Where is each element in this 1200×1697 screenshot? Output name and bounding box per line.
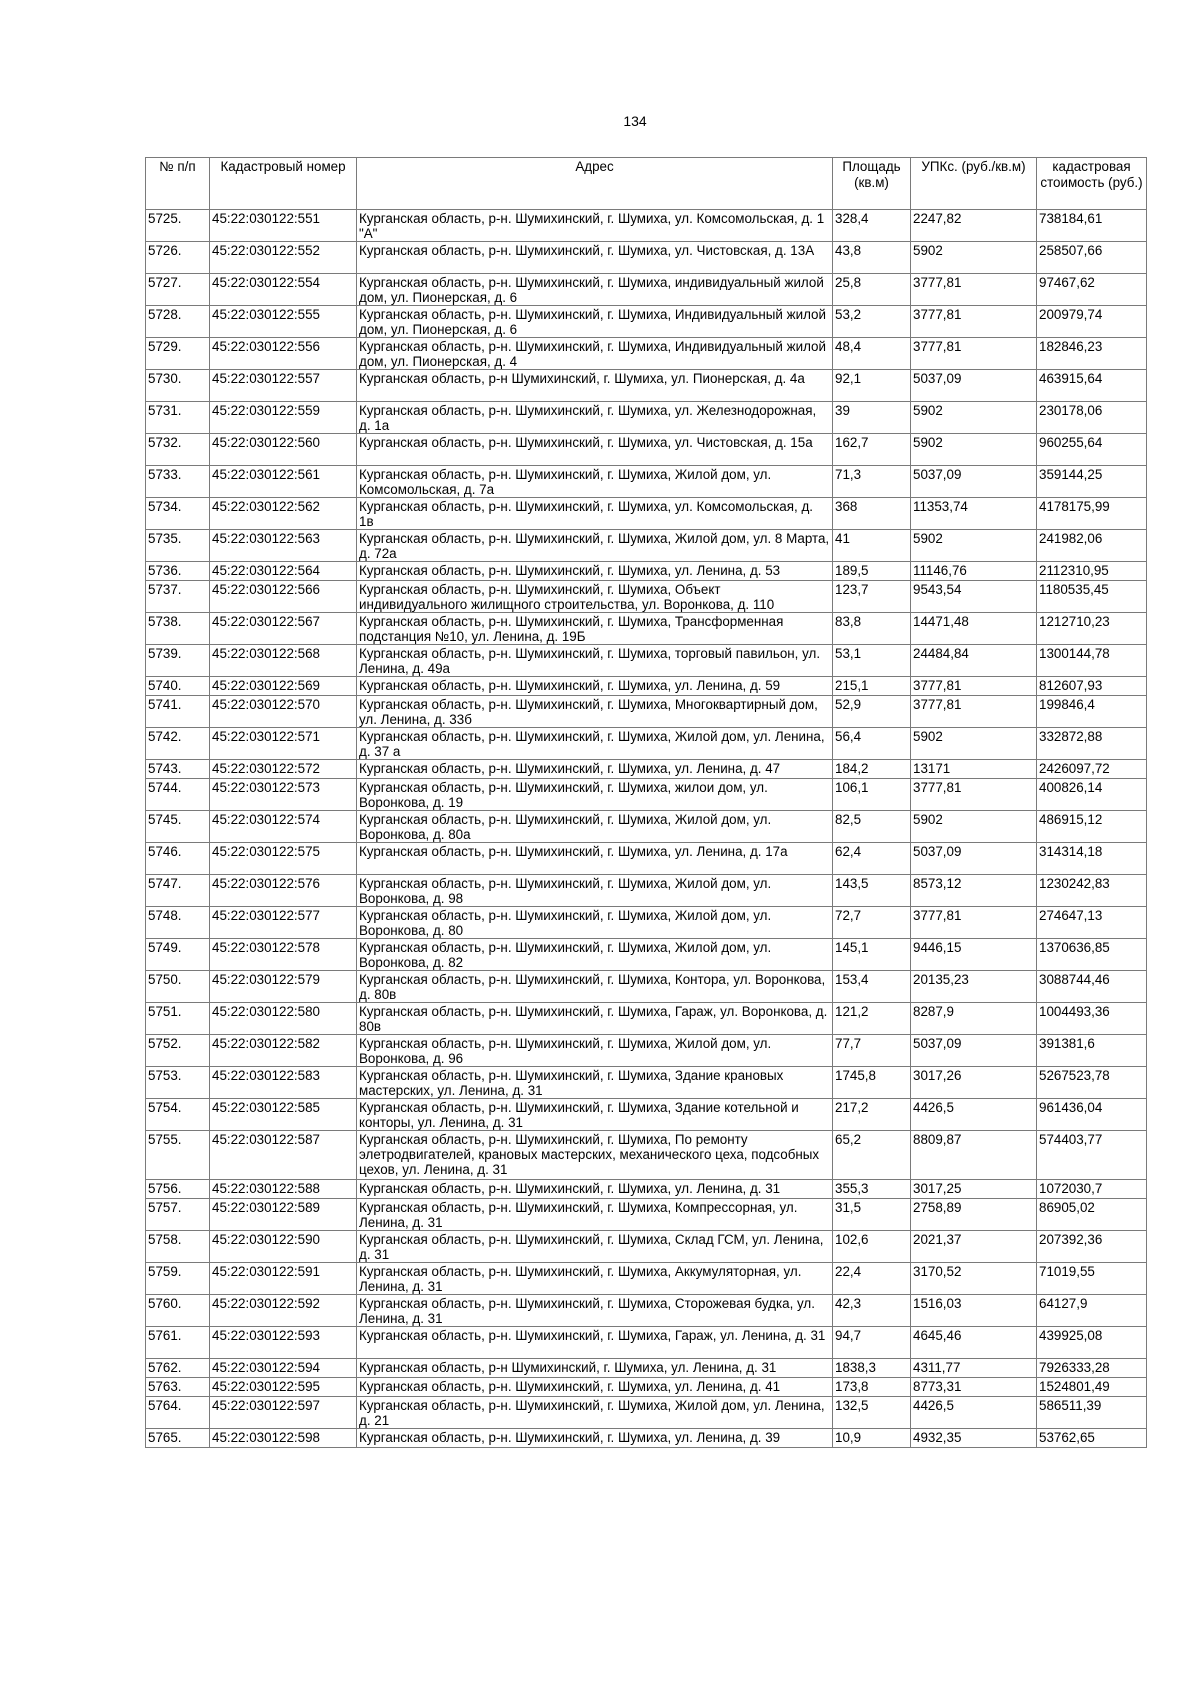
area-cell: 31,5 [833, 1199, 911, 1231]
table-row [146, 1131, 1147, 1180]
header-area: Площадь (кв.м) [833, 158, 911, 210]
cadastral-number-cell: 45:22:030122:564 [210, 562, 357, 581]
cadastral-cost-cell: 961436,04 [1037, 1099, 1147, 1131]
cadastral-cost-cell: 574403,77 [1037, 1131, 1147, 1180]
row-number-cell: 5762. [146, 1359, 210, 1378]
address-cell: Курганская область, р-н. Шумихинский, г. Шумиха, Компрессорная, ул. Ленина, д. 31 [357, 1199, 833, 1231]
cadastral-number-cell: 45:22:030122:589 [210, 1199, 357, 1231]
upks-cell: 1516,03 [911, 1295, 1037, 1327]
table-row [146, 434, 1147, 466]
area-cell: 43,8 [833, 242, 911, 274]
table-row [146, 811, 1147, 843]
address-cell: Курганская область, р-н. Шумихинский, г. Шумиха, ул. Ленина, д. 31 [357, 1180, 833, 1199]
cadastral-number-cell: 45:22:030122:579 [210, 971, 357, 1003]
cadastral-number-cell: 45:22:030122:574 [210, 811, 357, 843]
cadastral-cost-cell: 1370636,85 [1037, 939, 1147, 971]
upks-cell: 20135,23 [911, 971, 1037, 1003]
area-cell: 48,4 [833, 338, 911, 370]
row-number-cell: 5750. [146, 971, 210, 1003]
cadastral-cost-cell: 71019,55 [1037, 1263, 1147, 1295]
area-cell: 143,5 [833, 875, 911, 907]
area-cell: 368 [833, 498, 911, 530]
row-number-cell: 5729. [146, 338, 210, 370]
cadastral-number-cell: 45:22:030122:562 [210, 498, 357, 530]
table-row [146, 1035, 1147, 1067]
row-number-cell: 5765. [146, 1429, 210, 1448]
address-cell: Курганская область, р-н. Шумихинский, г. Шумиха, ул. Ленина, д. 47 [357, 760, 833, 779]
address-cell: Курганская область, р-н. Шумихинский, г. Шумиха, Индивидуальный жилой дом, ул. Пионерская, д. 6 [357, 306, 833, 338]
address-cell: Курганская область, р-н. Шумихинский, г. Шумиха, Гараж, ул. Ленина, д. 31 [357, 1327, 833, 1359]
header-address: Адрес [357, 158, 833, 210]
row-number-cell: 5730. [146, 370, 210, 402]
cadastral-number-cell: 45:22:030122:571 [210, 728, 357, 760]
row-number-cell: 5742. [146, 728, 210, 760]
cadastral-cost-cell: 400826,14 [1037, 779, 1147, 811]
row-number-cell: 5732. [146, 434, 210, 466]
cadastral-number-cell: 45:22:030122:567 [210, 613, 357, 645]
table-row [146, 338, 1147, 370]
row-number-cell: 5757. [146, 1199, 210, 1231]
address-cell: Курганская область, р-н. Шумихинский, г. Шумиха, Индивидуальный жилой дом, ул. Пионерская, д. 4 [357, 338, 833, 370]
area-cell: 82,5 [833, 811, 911, 843]
address-cell: Курганская область, р-н. Шумихинский, г. Шумиха, По ремонту элетродвигателей, крановых мастерских, механического цеха, подсобных цехов, ул. Ленина, д. 31 [357, 1131, 833, 1180]
cadastral-number-cell: 45:22:030122:552 [210, 242, 357, 274]
cadastral-cost-cell: 1300144,78 [1037, 645, 1147, 677]
cadastral-cost-cell: 4178175,99 [1037, 498, 1147, 530]
upks-cell: 24484,84 [911, 645, 1037, 677]
cadastral-cost-cell: 391381,6 [1037, 1035, 1147, 1067]
cadastral-number-cell: 45:22:030122:583 [210, 1067, 357, 1099]
cadastral-cost-cell: 97467,62 [1037, 274, 1147, 306]
cadastral-cost-cell: 1524801,49 [1037, 1378, 1147, 1397]
area-cell: 102,6 [833, 1231, 911, 1263]
row-number-cell: 5734. [146, 498, 210, 530]
upks-cell: 4426,5 [911, 1099, 1037, 1131]
address-cell: Курганская область, р-н. Шумихинский, г. Шумиха, ул. Ленина, д. 41 [357, 1378, 833, 1397]
table-row [146, 1295, 1147, 1327]
cadastral-number-cell: 45:22:030122:554 [210, 274, 357, 306]
address-cell: Курганская область, р-н. Шумихинский, г. Шумиха, Склад ГСМ, ул. Ленина, д. 31 [357, 1231, 833, 1263]
table-body [146, 210, 1147, 1448]
row-number-cell: 5727. [146, 274, 210, 306]
table-row [146, 1378, 1147, 1397]
row-number-cell: 5758. [146, 1231, 210, 1263]
upks-cell: 2758,89 [911, 1199, 1037, 1231]
row-number-cell: 5764. [146, 1397, 210, 1429]
table-row [146, 843, 1147, 875]
table-row [146, 1003, 1147, 1035]
header-cadastral-number: Кадастровый номер [210, 158, 357, 210]
cadastral-cost-cell: 274647,13 [1037, 907, 1147, 939]
cadastral-cost-cell: 359144,25 [1037, 466, 1147, 498]
table-row [146, 1099, 1147, 1131]
upks-cell: 5902 [911, 728, 1037, 760]
cadastral-number-cell: 45:22:030122:597 [210, 1397, 357, 1429]
area-cell: 22,4 [833, 1263, 911, 1295]
upks-cell: 9543,54 [911, 581, 1037, 613]
cadastral-number-cell: 45:22:030122:563 [210, 530, 357, 562]
table-row [146, 1067, 1147, 1099]
cadastral-number-cell: 45:22:030122:595 [210, 1378, 357, 1397]
row-number-cell: 5747. [146, 875, 210, 907]
upks-cell: 2021,37 [911, 1231, 1037, 1263]
cadastral-number-cell: 45:22:030122:569 [210, 677, 357, 696]
area-cell: 52,9 [833, 696, 911, 728]
cadastral-number-cell: 45:22:030122:591 [210, 1263, 357, 1295]
cadastral-number-cell: 45:22:030122:551 [210, 210, 357, 242]
cadastral-number-cell: 45:22:030122:578 [210, 939, 357, 971]
table-row [146, 760, 1147, 779]
table-row [146, 581, 1147, 613]
address-cell: Курганская область, р-н. Шумихинский, г. Шумиха, торговый павильон, ул. Ленина, д. 49а [357, 645, 833, 677]
cadastral-cost-cell: 3088744,46 [1037, 971, 1147, 1003]
header-cadastral-cost: кадастровая стоимость (руб.) [1037, 158, 1147, 210]
upks-cell: 5037,09 [911, 1035, 1037, 1067]
table-row [146, 971, 1147, 1003]
upks-cell: 5902 [911, 242, 1037, 274]
cadastral-value-table [145, 157, 1147, 1448]
cadastral-cost-cell: 5267523,78 [1037, 1067, 1147, 1099]
table-row [146, 1180, 1147, 1199]
table-row [146, 677, 1147, 696]
cadastral-cost-cell: 200979,74 [1037, 306, 1147, 338]
area-cell: 123,7 [833, 581, 911, 613]
area-cell: 83,8 [833, 613, 911, 645]
address-cell: Курганская область, р-н Шумихинский, г. Шумиха, ул. Пионерская, д. 4а [357, 370, 833, 402]
cadastral-number-cell: 45:22:030122:572 [210, 760, 357, 779]
cadastral-cost-cell: 7926333,28 [1037, 1359, 1147, 1378]
upks-cell: 5902 [911, 811, 1037, 843]
upks-cell: 5037,09 [911, 370, 1037, 402]
cadastral-cost-cell: 332872,88 [1037, 728, 1147, 760]
row-number-cell: 5756. [146, 1180, 210, 1199]
cadastral-cost-cell: 199846,4 [1037, 696, 1147, 728]
upks-cell: 8809,87 [911, 1131, 1037, 1180]
area-cell: 217,2 [833, 1099, 911, 1131]
area-cell: 153,4 [833, 971, 911, 1003]
row-number-cell: 5745. [146, 811, 210, 843]
area-cell: 162,7 [833, 434, 911, 466]
row-number-cell: 5733. [146, 466, 210, 498]
row-number-cell: 5755. [146, 1131, 210, 1180]
table-row [146, 875, 1147, 907]
address-cell: Курганская область, р-н. Шумихинский, г. Шумиха, Жилой дом, ул. 8 Марта, д. 72а [357, 530, 833, 562]
table-row [146, 402, 1147, 434]
table-row [146, 613, 1147, 645]
row-number-cell: 5736. [146, 562, 210, 581]
cadastral-number-cell: 45:22:030122:570 [210, 696, 357, 728]
header-upks: УПКс. (руб./кв.м) [911, 158, 1037, 210]
row-number-cell: 5761. [146, 1327, 210, 1359]
address-cell: Курганская область, р-н. Шумихинский, г. Шумиха, Гараж, ул. Воронкова, д. 80в [357, 1003, 833, 1035]
address-cell: Курганская область, р-н. Шумихинский, г. Шумиха, Трансформенная подстанция №10, ул. Ленина, д. 19Б [357, 613, 833, 645]
upks-cell: 8573,12 [911, 875, 1037, 907]
cadastral-number-cell: 45:22:030122:590 [210, 1231, 357, 1263]
upks-cell: 3777,81 [911, 907, 1037, 939]
upks-cell: 5902 [911, 434, 1037, 466]
area-cell: 184,2 [833, 760, 911, 779]
cadastral-cost-cell: 241982,06 [1037, 530, 1147, 562]
cadastral-cost-cell: 812607,93 [1037, 677, 1147, 696]
page-number: 134 [623, 113, 647, 129]
table-row [146, 562, 1147, 581]
address-cell: Курганская область, р-н. Шумихинский, г. Шумиха, Контора, ул. Воронкова, д. 80в [357, 971, 833, 1003]
row-number-cell: 5749. [146, 939, 210, 971]
area-cell: 53,2 [833, 306, 911, 338]
row-number-cell: 5737. [146, 581, 210, 613]
row-number-cell: 5726. [146, 242, 210, 274]
cadastral-number-cell: 45:22:030122:575 [210, 843, 357, 875]
address-cell: Курганская область, р-н. Шумихинский, г. Шумиха, Объект индивидуального жилищного строительства, ул. Воронкова, д. 110 [357, 581, 833, 613]
table-row [146, 1429, 1147, 1448]
upks-cell: 8287,9 [911, 1003, 1037, 1035]
area-cell: 56,4 [833, 728, 911, 760]
table-row [146, 210, 1147, 242]
address-cell: Курганская область, р-н. Шумихинский, г. Шумиха, Жилой дом, ул. Воронкова, д. 80а [357, 811, 833, 843]
cadastral-cost-cell: 960255,64 [1037, 434, 1147, 466]
address-cell: Курганская область, р-н. Шумихинский, г. Шумиха, Аккумуляторная, ул. Ленина, д. 31 [357, 1263, 833, 1295]
cadastral-cost-cell: 2426097,72 [1037, 760, 1147, 779]
address-cell: Курганская область, р-н. Шумихинский, г. Шумиха, ул. Комсомольская, д. 1в [357, 498, 833, 530]
table-row [146, 530, 1147, 562]
upks-cell: 3777,81 [911, 306, 1037, 338]
address-cell: Курганская область, р-н. Шумихинский, г. Шумиха, Многоквартирный дом, ул. Ленина, д. 33б [357, 696, 833, 728]
upks-cell: 5902 [911, 530, 1037, 562]
upks-cell: 9446,15 [911, 939, 1037, 971]
table-row [146, 728, 1147, 760]
address-cell: Курганская область, р-н. Шумихинский, г. Шумиха, Сторожевая будка, ул. Ленина, д. 31 [357, 1295, 833, 1327]
upks-cell: 14471,48 [911, 613, 1037, 645]
cadastral-cost-cell: 1180535,45 [1037, 581, 1147, 613]
area-cell: 71,3 [833, 466, 911, 498]
cadastral-number-cell: 45:22:030122:568 [210, 645, 357, 677]
upks-cell: 4426,5 [911, 1397, 1037, 1429]
table-row [146, 466, 1147, 498]
cadastral-number-cell: 45:22:030122:560 [210, 434, 357, 466]
area-cell: 215,1 [833, 677, 911, 696]
header-num: № п/п [146, 158, 210, 210]
table-header-row [146, 158, 1147, 210]
table-row [146, 370, 1147, 402]
address-cell: Курганская область, р-н. Шумихинский, г. Шумиха, Жилой дом, ул. Воронкова, д. 82 [357, 939, 833, 971]
cadastral-number-cell: 45:22:030122:598 [210, 1429, 357, 1448]
area-cell: 189,5 [833, 562, 911, 581]
area-cell: 92,1 [833, 370, 911, 402]
upks-cell: 4645,46 [911, 1327, 1037, 1359]
area-cell: 42,3 [833, 1295, 911, 1327]
cadastral-cost-cell: 586511,39 [1037, 1397, 1147, 1429]
cadastral-cost-cell: 258507,66 [1037, 242, 1147, 274]
row-number-cell: 5741. [146, 696, 210, 728]
row-number-cell: 5739. [146, 645, 210, 677]
address-cell: Курганская область, р-н. Шумихинский, г. Шумиха, Жилой дом, ул. Воронкова, д. 98 [357, 875, 833, 907]
table-row [146, 907, 1147, 939]
address-cell: Курганская область, р-н. Шумихинский, г. Шумиха, Здание крановых мастерских, ул. Ленина, д. 31 [357, 1067, 833, 1099]
area-cell: 53,1 [833, 645, 911, 677]
upks-cell: 3777,81 [911, 779, 1037, 811]
cadastral-cost-cell: 314314,18 [1037, 843, 1147, 875]
cadastral-number-cell: 45:22:030122:592 [210, 1295, 357, 1327]
table-row [146, 1397, 1147, 1429]
address-cell: Курганская область, р-н. Шумихинский, г. Шумиха, ул. Ленина, д. 59 [357, 677, 833, 696]
cadastral-cost-cell: 1230242,83 [1037, 875, 1147, 907]
cadastral-cost-cell: 1072030,7 [1037, 1180, 1147, 1199]
upks-cell: 3017,26 [911, 1067, 1037, 1099]
cadastral-cost-cell: 1004493,36 [1037, 1003, 1147, 1035]
row-number-cell: 5725. [146, 210, 210, 242]
upks-cell: 3777,81 [911, 274, 1037, 306]
upks-cell: 3017,25 [911, 1180, 1037, 1199]
area-cell: 1745,8 [833, 1067, 911, 1099]
area-cell: 65,2 [833, 1131, 911, 1180]
upks-cell: 8773,31 [911, 1378, 1037, 1397]
table-row [146, 306, 1147, 338]
row-number-cell: 5735. [146, 530, 210, 562]
upks-cell: 5902 [911, 402, 1037, 434]
cadastral-cost-cell: 486915,12 [1037, 811, 1147, 843]
upks-cell: 11353,74 [911, 498, 1037, 530]
area-cell: 77,7 [833, 1035, 911, 1067]
table-row [146, 779, 1147, 811]
row-number-cell: 5744. [146, 779, 210, 811]
table-row [146, 498, 1147, 530]
address-cell: Курганская область, р-н. Шумихинский, г. Шумиха, ул. Ленина, д. 39 [357, 1429, 833, 1448]
table-row [146, 242, 1147, 274]
cadastral-cost-cell: 2112310,95 [1037, 562, 1147, 581]
row-number-cell: 5760. [146, 1295, 210, 1327]
row-number-cell: 5753. [146, 1067, 210, 1099]
cadastral-number-cell: 45:22:030122:587 [210, 1131, 357, 1180]
row-number-cell: 5759. [146, 1263, 210, 1295]
area-cell: 106,1 [833, 779, 911, 811]
cadastral-cost-cell: 64127,9 [1037, 1295, 1147, 1327]
cadastral-number-cell: 45:22:030122:577 [210, 907, 357, 939]
upks-cell: 4932,35 [911, 1429, 1037, 1448]
address-cell: Курганская область, р-н. Шумихинский, г. Шумиха, Жилой дом, ул. Ленина, д. 37 а [357, 728, 833, 760]
address-cell: Курганская область, р-н. Шумихинский, г. Шумиха, ул. Железнодорожная, д. 1а [357, 402, 833, 434]
cadastral-number-cell: 45:22:030122:582 [210, 1035, 357, 1067]
area-cell: 72,7 [833, 907, 911, 939]
area-cell: 94,7 [833, 1327, 911, 1359]
upks-cell: 5037,09 [911, 843, 1037, 875]
area-cell: 25,8 [833, 274, 911, 306]
upks-cell: 3170,52 [911, 1263, 1037, 1295]
area-cell: 41 [833, 530, 911, 562]
area-cell: 1838,3 [833, 1359, 911, 1378]
address-cell: Курганская область, р-н. Шумихинский, г. Шумиха, Здание котельной и конторы, ул. Ленина, д. 31 [357, 1099, 833, 1131]
cadastral-cost-cell: 439925,08 [1037, 1327, 1147, 1359]
area-cell: 62,4 [833, 843, 911, 875]
cadastral-cost-cell: 463915,64 [1037, 370, 1147, 402]
upks-cell: 3777,81 [911, 677, 1037, 696]
row-number-cell: 5754. [146, 1099, 210, 1131]
cadastral-number-cell: 45:22:030122:576 [210, 875, 357, 907]
address-cell: Курганская область, р-н. Шумихинский, г. Шумиха, ул. Комсомольская, д. 1 "А" [357, 210, 833, 242]
table-row [146, 1359, 1147, 1378]
address-cell: Курганская область, р-н. Шумихинский, г. Шумиха, Жилой дом, ул. Ленина, д. 21 [357, 1397, 833, 1429]
table-row [146, 939, 1147, 971]
address-cell: Курганская область, р-н. Шумихинский, г. Шумиха, ул. Чистовская, д. 15а [357, 434, 833, 466]
address-cell: Курганская область, р-н. Шумихинский, г. Шумиха, ул. Чистовская, д. 13А [357, 242, 833, 274]
cadastral-cost-cell: 230178,06 [1037, 402, 1147, 434]
area-cell: 132,5 [833, 1397, 911, 1429]
cadastral-number-cell: 45:22:030122:559 [210, 402, 357, 434]
table-row [146, 1231, 1147, 1263]
table-row [146, 696, 1147, 728]
address-cell: Курганская область, р-н Шумихинский, г. Шумиха, ул. Ленина, д. 31 [357, 1359, 833, 1378]
area-cell: 39 [833, 402, 911, 434]
upks-cell: 5037,09 [911, 466, 1037, 498]
address-cell: Курганская область, р-н. Шумихинский, г. Шумиха, ул. Ленина, д. 17а [357, 843, 833, 875]
area-cell: 145,1 [833, 939, 911, 971]
row-number-cell: 5740. [146, 677, 210, 696]
row-number-cell: 5746. [146, 843, 210, 875]
address-cell: Курганская область, р-н. Шумихинский, г. Шумиха, ул. Ленина, д. 53 [357, 562, 833, 581]
row-number-cell: 5752. [146, 1035, 210, 1067]
upks-cell: 11146,76 [911, 562, 1037, 581]
row-number-cell: 5763. [146, 1378, 210, 1397]
area-cell: 328,4 [833, 210, 911, 242]
upks-cell: 3777,81 [911, 696, 1037, 728]
cadastral-cost-cell: 182846,23 [1037, 338, 1147, 370]
row-number-cell: 5728. [146, 306, 210, 338]
cadastral-number-cell: 45:22:030122:585 [210, 1099, 357, 1131]
table-row [146, 274, 1147, 306]
cadastral-number-cell: 45:22:030122:566 [210, 581, 357, 613]
row-number-cell: 5738. [146, 613, 210, 645]
cadastral-number-cell: 45:22:030122:557 [210, 370, 357, 402]
address-cell: Курганская область, р-н. Шумихинский, г. Шумиха, Жилой дом, ул. Воронкова, д. 80 [357, 907, 833, 939]
cadastral-number-cell: 45:22:030122:580 [210, 1003, 357, 1035]
table-row [146, 1263, 1147, 1295]
cadastral-number-cell: 45:22:030122:588 [210, 1180, 357, 1199]
cadastral-number-cell: 45:22:030122:594 [210, 1359, 357, 1378]
row-number-cell: 5748. [146, 907, 210, 939]
address-cell: Курганская область, р-н. Шумихинский, г. Шумиха, индивидуальный жилой дом, ул. Пионерская, д. 6 [357, 274, 833, 306]
cadastral-cost-cell: 738184,61 [1037, 210, 1147, 242]
table-row [146, 1199, 1147, 1231]
cadastral-number-cell: 45:22:030122:561 [210, 466, 357, 498]
address-cell: Курганская область, р-н. Шумихинский, г. Шумиха, Жилой дом, ул. Комсомольская, д. 7а [357, 466, 833, 498]
upks-cell: 4311,77 [911, 1359, 1037, 1378]
cadastral-number-cell: 45:22:030122:573 [210, 779, 357, 811]
upks-cell: 13171 [911, 760, 1037, 779]
table-row [146, 1327, 1147, 1359]
cadastral-cost-cell: 1212710,23 [1037, 613, 1147, 645]
area-cell: 10,9 [833, 1429, 911, 1448]
cadastral-number-cell: 45:22:030122:593 [210, 1327, 357, 1359]
cadastral-cost-cell: 86905,02 [1037, 1199, 1147, 1231]
cadastral-cost-cell: 53762,65 [1037, 1429, 1147, 1448]
cadastral-number-cell: 45:22:030122:555 [210, 306, 357, 338]
area-cell: 173,8 [833, 1378, 911, 1397]
address-cell: Курганская область, р-н. Шумихинский, г. Шумиха, жилои дом, ул. Воронкова, д. 19 [357, 779, 833, 811]
area-cell: 121,2 [833, 1003, 911, 1035]
cadastral-number-cell: 45:22:030122:556 [210, 338, 357, 370]
address-cell: Курганская область, р-н. Шумихинский, г. Шумиха, Жилой дом, ул. Воронкова, д. 96 [357, 1035, 833, 1067]
cadastral-cost-cell: 207392,36 [1037, 1231, 1147, 1263]
row-number-cell: 5731. [146, 402, 210, 434]
area-cell: 355,3 [833, 1180, 911, 1199]
row-number-cell: 5743. [146, 760, 210, 779]
table-row [146, 645, 1147, 677]
upks-cell: 3777,81 [911, 338, 1037, 370]
upks-cell: 2247,82 [911, 210, 1037, 242]
row-number-cell: 5751. [146, 1003, 210, 1035]
